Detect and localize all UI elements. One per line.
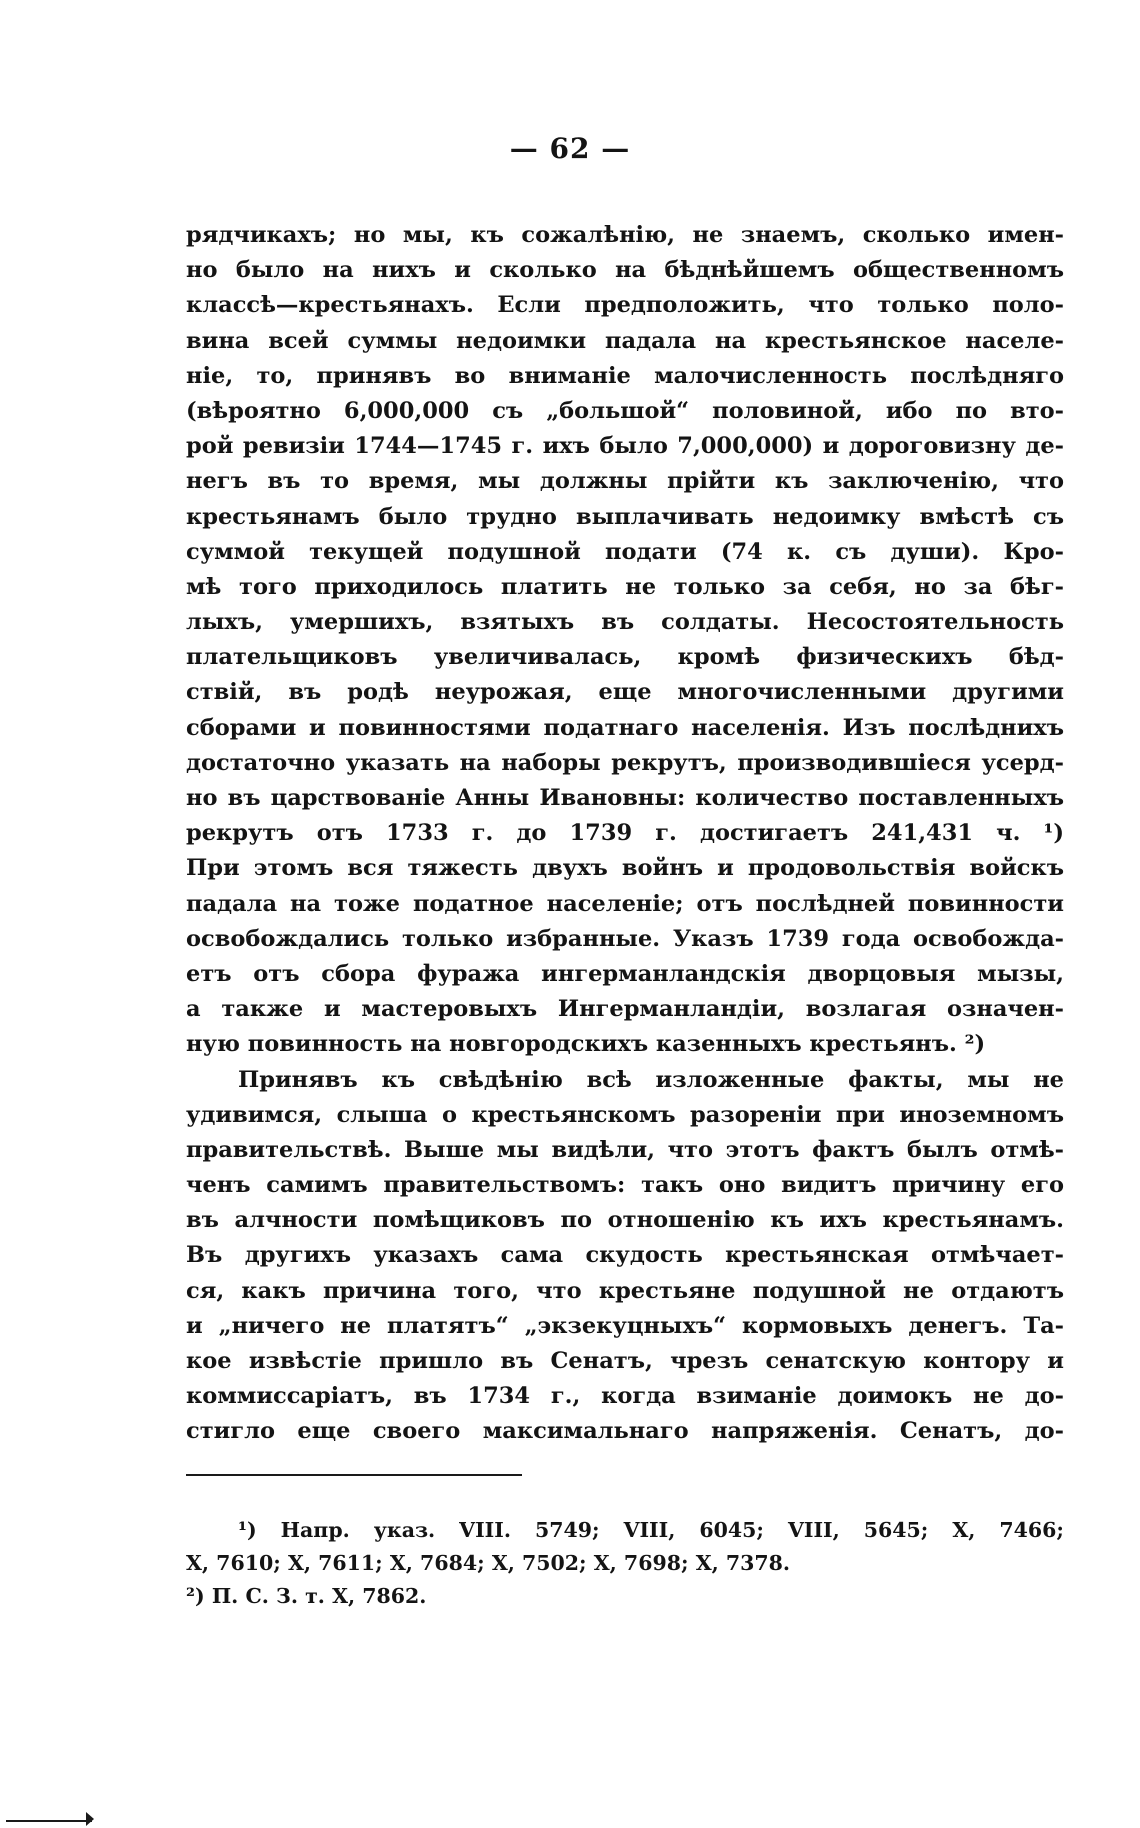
text-line: ченъ самимъ правительствомъ: такъ оно видитъ причину его: [186, 1172, 1064, 1199]
footnote-line: ²) П. С. З. т. X, 7862.: [186, 1584, 427, 1608]
text-line: стигло еще своего максимальнаго напряженія. Сенатъ, до-: [186, 1418, 1064, 1445]
text-line: ніе, то, принявъ во вниманіе малочисленность послѣдняго: [186, 362, 1064, 389]
text-line: а также и мастеровыхъ Ингерманландіи, возлагая означен-: [186, 996, 1064, 1023]
scan-edge-mark: [6, 1820, 92, 1822]
text-line: негъ въ то время, мы должны прійти къ заключенію, что: [186, 468, 1064, 495]
text-line: рядчикахъ; но мы, къ сожалѣнію, не знаемъ, сколько имен-: [186, 222, 1064, 248]
text-line: етъ отъ сбора фуража ингерманландскія дворцовыя мызы,: [186, 960, 1064, 987]
text-line: рой ревизіи 1744—1745 г. ихъ было 7,000,000) и дороговизну де-: [186, 433, 1064, 460]
text-line: классѣ—крестьянахъ. Если предположить, что только поло-: [186, 292, 1064, 319]
footnote-separator: [186, 1474, 522, 1476]
footnote-line: X, 7610; X, 7611; X, 7684; X, 7502; X, 7698; X, 7378.: [186, 1551, 791, 1575]
text-line: достаточно указать на наборы рекрутъ, производившіеся усерд-: [186, 749, 1064, 776]
text-line: мѣ того приходилось платить не только за себя, но за бѣг-: [186, 573, 1064, 600]
text-line: кое извѣстіе пришло въ Сенатъ, чрезъ сенатскую контору и: [186, 1348, 1064, 1374]
text-line: ся, какъ причина того, что крестьяне подушной не отдаютъ: [186, 1277, 1064, 1304]
text-line: Въ другихъ указахъ сама скудость крестьянская отмѣчает-: [186, 1242, 1064, 1269]
text-line: вина всей суммы недоимки падала на крестьянское населе-: [186, 327, 1064, 354]
text-line: сборами и повинностями податнаго населенія. Изъ послѣднихъ: [186, 714, 1064, 741]
text-line: освобождались только избранные. Указъ 1739 года освобожда-: [186, 925, 1064, 952]
text-line: крестьянамъ было трудно выплачивать недоимку вмѣстѣ съ: [186, 503, 1064, 530]
text-line: но въ царствованіе Анны Ивановны: количество поставленныхъ: [186, 785, 1064, 811]
text-line: коммиссаріатъ, въ 1734 г., когда взиманіе доимокъ не до-: [186, 1383, 1064, 1410]
text-line: (вѣроятно 6,000,000 съ „большой“ половиной, ибо по вто-: [186, 397, 1064, 424]
text-line: правительствѣ. Выше мы видѣли, что этотъ фактъ былъ отмѣ-: [186, 1136, 1064, 1163]
text-line: рекрутъ отъ 1733 г. до 1739 г. достигаетъ 241,431 ч. ¹): [186, 820, 1064, 847]
footnotes: [186, 1514, 1064, 1613]
text-line: въ алчности помѣщиковъ по отношенію къ ихъ крестьянамъ.: [186, 1207, 1064, 1234]
scan-edge-arrow-icon: [86, 1812, 94, 1826]
text-line: ную повинность на новгородскихъ казенныхъ крестьянъ. ²): [186, 1031, 986, 1058]
footnote-line: ¹) Напр. указ. VIII. 5749; VIII, 6045; VIII, 5645; X, 7466;: [238, 1518, 1064, 1542]
text-line: плательщиковъ увеличивалась, кромѣ физическихъ бѣд-: [186, 644, 1064, 671]
text-line: удивимся, слыша о крестьянскомъ разореніи при иноземномъ: [186, 1101, 1064, 1128]
text-line: падала на тоже податное населеніе; отъ послѣдней повинности: [186, 890, 1064, 917]
text-line: ствій, въ родѣ неурожая, еще многочисленными другими: [186, 679, 1064, 706]
text-line: и „ничего не платятъ“ „экзекуцныхъ“ кормовыхъ денегъ. Та-: [186, 1312, 1064, 1339]
text-line: Принявъ къ свѣдѣнію всѣ изложенные факты, мы не: [238, 1066, 1064, 1093]
text-line: лыхъ, умершихъ, взятыхъ въ солдаты. Несостоятельность: [186, 609, 1064, 636]
page-number: — 62 —: [509, 132, 631, 165]
text-line: При этомъ вся тяжесть двухъ войнъ и продовольствія войскъ: [186, 855, 1064, 882]
text-line: суммой текущей подушной подати (74 к. съ души). Кро-: [186, 538, 1064, 565]
body-text: [186, 218, 1064, 1450]
text-line: но было на нихъ и сколько на бѣднѣйшемъ общественномъ: [186, 257, 1064, 284]
